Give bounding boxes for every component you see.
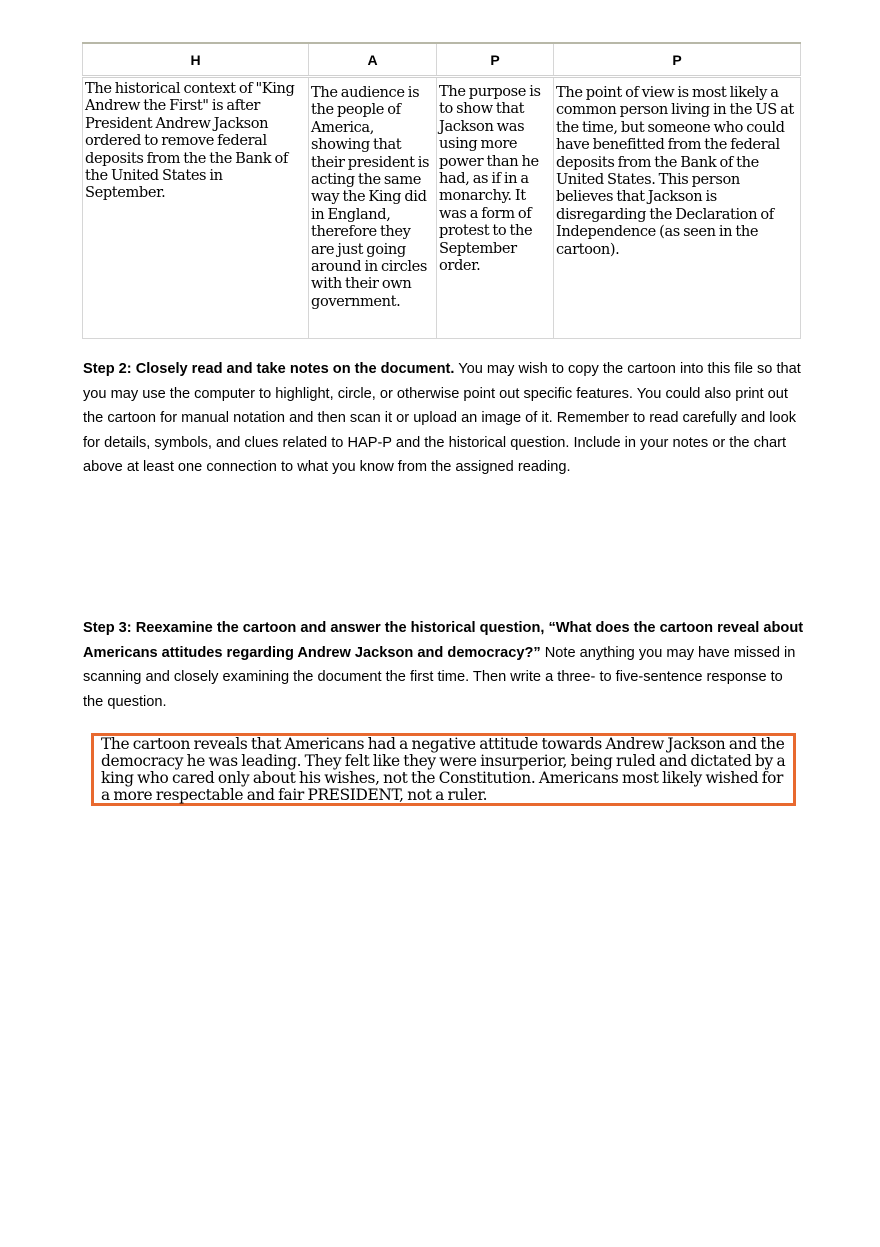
answer-text-box[interactable]	[91, 733, 796, 806]
cell-audience[interactable]: The audience is the people of America, showing that their president is acting the same way the King did in England, therefore they are just going around in circles with their own government.	[309, 77, 437, 339]
step-2-body: You may wish to copy the cartoon into this file so that you may use the computer to highlight, circle, or otherwise point out specific features. You could also print out the cartoon for manual notation and then scan it or upload an image of it. Remember to read carefully and look for details, symbols, and clues related to HAP-P and the historical question. Include in your notes or the chart above at least one connection to what you know from the assigned reading.	[83, 361, 801, 476]
step-2-heading: Step 2: Closely read and take notes on the document.	[83, 361, 455, 377]
header-audience: A	[309, 43, 437, 77]
step-3-heading: Step 3: Reexamine the cartoon and answer the historical question, “What does the cartoon reveal about Americans attitudes regarding Andrew Jackson and democracy?”	[83, 620, 804, 661]
happ-table	[82, 42, 801, 339]
step-2-instructions	[83, 357, 805, 480]
step-3-body: Note anything you may have missed in scanning and closely examining the document the first time. Then write a three- to five-sentence response to the question.	[83, 644, 796, 710]
step-3-instructions	[83, 616, 805, 714]
cell-historical-context[interactable]: The historical context of "King Andrew the First" is after President Andrew Jackson ordered to remove federal deposits from the the Bank of the United States in September.	[83, 77, 309, 339]
table-header-row	[83, 43, 801, 77]
header-historical-context: H	[83, 43, 309, 77]
header-point-of-view: P	[554, 43, 801, 77]
cell-point-of-view[interactable]: The point of view is most likely a common person living in the US at the time, but someone who could have benefitted from the federal deposits from the Bank of the United States. This person believes that Jackson is disregarding the Declaration of Independence (as seen in the cartoon).	[554, 77, 801, 339]
header-purpose: P	[437, 43, 554, 77]
answer-text[interactable]: The cartoon reveals that Americans had a negative attitude towards Andrew Jackson and the democracy he was leading. They felt like they were insurperior, being ruled and dictated by a king who cared only about his wishes, not the Constitution. Americans most likely wished for a more respectable and fair PRESIDENT, not a ruler.	[101, 735, 786, 804]
cell-purpose[interactable]: The purpose is to show that Jackson was using more power than he had, as if in a monarchy. It was a form of protest to the September order.	[437, 77, 554, 339]
table-row	[83, 77, 801, 339]
